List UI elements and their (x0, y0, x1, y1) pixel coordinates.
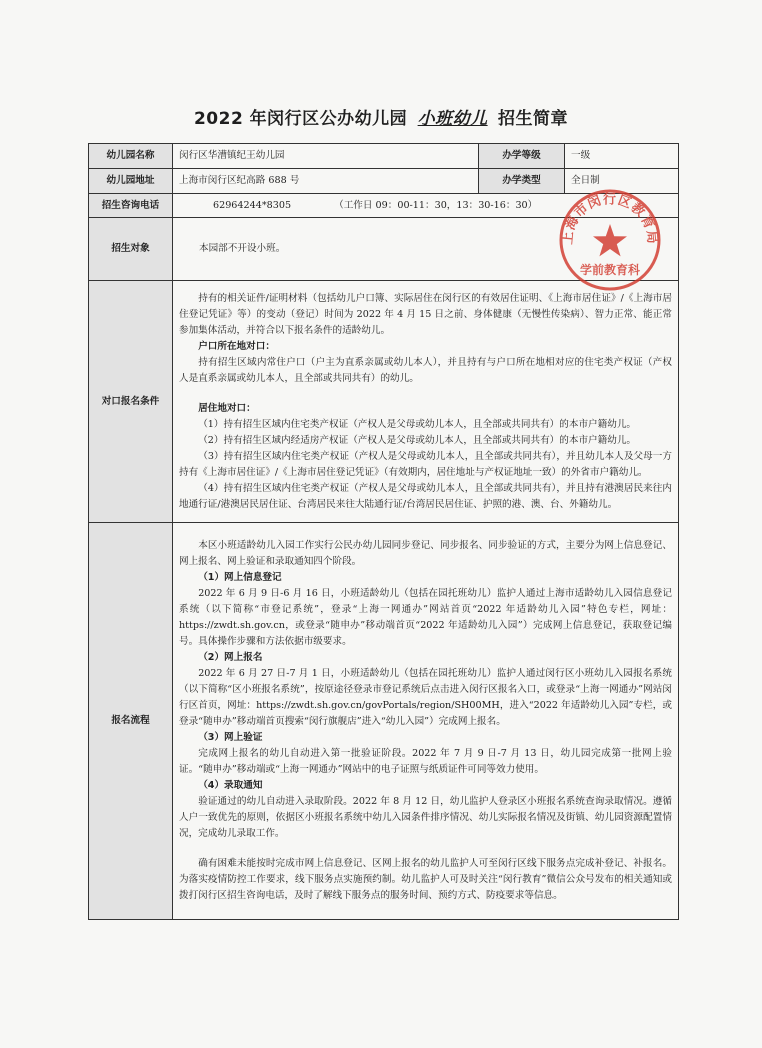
residence-title: 居住地对口： (198, 402, 256, 414)
process-label: 报名流程 (89, 523, 173, 920)
process-closing: 确有困难未能按时完成市网上信息登记、区网上报名的幼儿监护人可至闵行区线下服务点完成补登记、补报名。为落实疫情防控工作要求，线下服务点实施预约制。幼儿监护人可及时关注“闵行教育”微信公众号发布的相关通知或拨打闵行区招生咨询电话，及时了解线下服务点的服务时间、预约方式、防疫要求等信息。 (179, 858, 672, 901)
residence-item-1: （1）持有招生区域内住宅类产权证（产权人是父母或幼儿本人，且全部或共同共有）的本市户籍幼儿。 (198, 418, 637, 430)
step-1-text: 2022 年 6 月 9 日-6 月 16 日，小班适龄幼儿（包括在园托班幼儿）监护人通过上海市适龄幼儿入园信息登记系统（以下简称“市登记系统”，登录“上海一网通办”网站首页“2022 年适龄幼儿入园”特色专栏，网址：https://zwdt.sh.gov.cn，或登录“随申办”移动端首页“2022 年适龄幼儿入园”）完成网上信息登记，获取登记编号。具体操作步骤和方法依据市级要求。 (179, 588, 672, 647)
phone-label: 招生咨询电话 (89, 194, 173, 218)
target-value: 本园部不开设小班。 (199, 243, 286, 254)
conditions-intro: 持有的相关证件/证明材料（包括幼儿户口簿、实际居住在闵行区的有效居住证明、《上海市居住证》/《上海市居住登记凭证》等）的变动（登记）时间为 2022 年 4 月 15 日之前、身体健康（无慢性传染病）、智力正常、能正常参加集体活动，并符合以下报名条件的适龄幼儿。 (179, 292, 672, 336)
page-title (0, 104, 762, 129)
seal-center-text: 学前教育科 (579, 263, 641, 277)
level-value: 一级 (565, 144, 679, 169)
row-conditions (89, 281, 679, 523)
seal-ring-text: 上海市闵行区教育局 (560, 192, 660, 246)
process-cell (173, 523, 679, 920)
hukou-title: 户口所在地对口： (198, 340, 275, 352)
kindergarten-name-value: 闵行区华漕镇纪王幼儿园 (173, 144, 479, 169)
address-label: 幼儿园地址 (89, 169, 173, 194)
conditions-label: 对口报名条件 (89, 281, 173, 523)
hukou-text: 持有招生区域内常住户口（户主为直系亲属或幼儿本人），并且持有与户口所在地相对应的住宅类产权证（产权人是直系亲属或幼儿本人，且全部或共同共有）的幼儿。 (179, 356, 672, 384)
step-3-title: （3）网上验证 (198, 732, 263, 743)
step-3-text: 完成网上报名的幼儿自动进入第一批验证阶段。2022 年 7 月 9 日-7 月 13 日，幼儿园完成第一批网上验证。“随申办”移动端或“上海一网通办”网站中的电子证照与纸质证件可同等效力使用。 (179, 748, 672, 775)
conditions-cell (173, 281, 679, 523)
official-seal (558, 188, 662, 292)
row-process (89, 523, 679, 920)
type-label: 办学类型 (479, 169, 565, 194)
step-1-title: （1）网上信息登记 (198, 572, 282, 583)
title-highlight: 小班幼儿 (417, 109, 488, 129)
kindergarten-name-label: 幼儿园名称 (89, 144, 173, 169)
level-label: 办学等级 (479, 144, 565, 169)
seal-star-icon (593, 224, 627, 256)
step-4-title: （4）录取通知 (198, 780, 263, 791)
type-value: 全日制 (565, 169, 679, 194)
title-suffix: 招生简章 (498, 109, 569, 129)
target-label: 招生对象 (89, 218, 173, 281)
phone-value: 62964244*8305 (213, 199, 292, 211)
residence-item-3: （3）持有招生区域内住宅类产权证（产权人是父母或幼儿本人，且全部或共同共有），并且幼儿本人及父母一方持有《上海市居住证》/《上海市居住登记凭证》（有效期内，居住地址与产权证地址一致）的外省市户籍幼儿。 (179, 450, 672, 478)
process-intro: 本区小班适龄幼儿入园工作实行公民办幼儿园同步登记、同步报名、同步验证的方式，主要分为网上信息登记、网上报名、网上验证和录取通知四个阶段。 (179, 540, 672, 567)
row-kindergarten-name (89, 144, 679, 169)
residence-item-4: （4）持有招生区域内住宅类产权证（产权人是父母或幼儿本人，且全部或共同共有），并且持有港澳居民来往内地通行证/港澳居民居住证、台湾居民来往大陆通行证/台湾居民居住证、护照的港、澳、台、外籍幼儿。 (179, 482, 672, 510)
title-prefix: 2022 年闵行区公办幼儿园 (193, 109, 408, 129)
office-hours: （工作日 09：00-11：30，13：30-16：30） (334, 199, 538, 211)
residence-item-2: （2）持有招生区域内经适房产权证（产权人是父母或幼儿本人，且全部或共同共有）的本市户籍幼儿。 (198, 434, 637, 446)
step-2-title: （2）网上报名 (198, 652, 263, 663)
address-value: 上海市闵行区纪高路 688 号 (173, 169, 479, 194)
step-2-text: 2022 年 6 月 27 日-7 月 1 日，小班适龄幼儿（包括在园托班幼儿）监护人通过闵行区小班幼儿入园报名系统（以下简称“区小班报名系统”，按原途径登录市登记系统后点击进入闵行区报名入口，或登录“上海一网通办”网站闵行区首页，网址：https://zwdt.sh.gov.cn/govPortals/region/SH00MH，进入“2022 年适龄幼儿入园”专栏，或登录“随申办”移动端首页搜索“闵行旗舰店”进入“幼儿入园”）完成网上报名。 (179, 668, 672, 727)
step-4-text: 验证通过的幼儿自动进入录取阶段。2022 年 8 月 12 日，幼儿监护人登录区小班报名系统查询录取情况。遵循人户一致优先的原则，依据区小班报名系统中幼儿入园条件排序情况、幼儿实际报名情况及街镇、幼儿园资源配置情况，完成幼儿录取工作。 (179, 796, 672, 839)
